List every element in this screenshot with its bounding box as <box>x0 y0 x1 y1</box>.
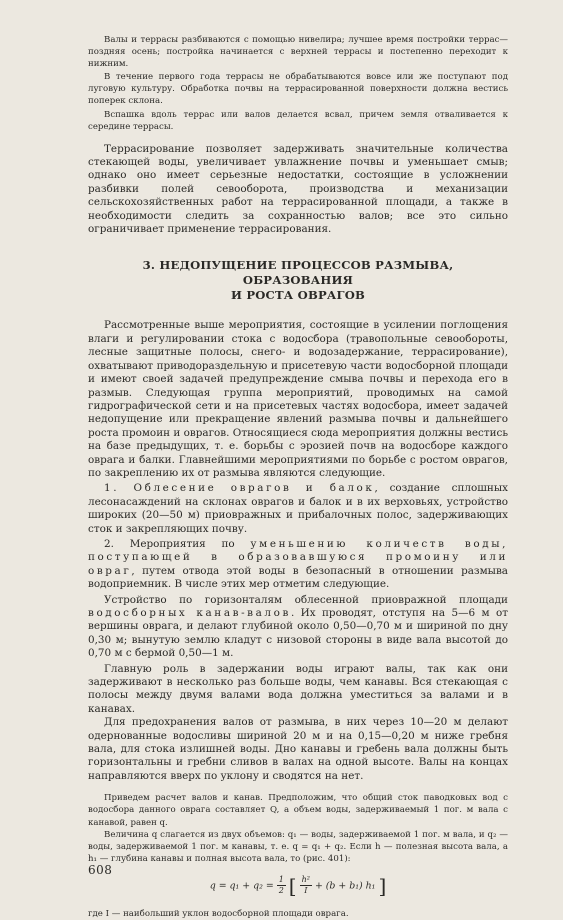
formula-tail: + (b + b₁) h₁ <box>314 880 376 891</box>
body-paragraph: Главную роль в задержании воды играют валы, так как они задерживают в несколько раз больше воды, чем канавы. Вся стекающая с полосы между двумя валами вода должна уместиться за валами и в канавах. <box>88 662 508 715</box>
fraction-denominator: 2 <box>278 886 284 895</box>
fraction <box>277 875 286 896</box>
body-paragraph: Террасирование позволяет задерживать значительные количества стекающей воды, увеличивает увлажнение почвы и уменьшает смыв; однако оно имеет серьезные недостатки, состоящие в усложнении разбивки полей севооборота, производства и механизации сельскохозяйственных работ на террасированной площади, а также в необходимости следить за сохранностью валов; все это сильно ограничивает применение террасирования. <box>88 142 508 236</box>
section-heading-line: И РОСТА ОВРАГОВ <box>230 288 366 303</box>
section-heading <box>88 258 508 303</box>
note-paragraph: где I — наибольший уклон водосборной площади оврага. <box>88 908 349 919</box>
note-paragraph: Величина q слагается из двух объемов: q₁ — воды, задерживаемой 1 пог. м вала, и q₂ — воды, задерживаемой 1 пог. м канавы, т. е. q = q₁ + q₂. Если h — полезная высота вала, а h₁ — глубина канавы и полная высота вала, то (рис. 401): <box>88 829 508 865</box>
spaced-term: уменьшению количеств воды, поступающей в образовавшуюся промоину или овраг <box>88 537 508 577</box>
paragraph-text: . Их проводят, отступя на 5—6 м от вершины оврага, и делают глубиной около 0,50—0,70 м и шириной по дну 0,30 м; вынутую землю кладут с низовой стороны в виде вала высотой до 0,70 м с бермой 0,50—1 м. <box>88 607 508 660</box>
list-item-text: , создание сплошных лесонасаждений на склонах оврагов и балок и в их верховьях, устройство широких (20—50 м) приовражных и прибалочных полос, задерживающих сток и закрепляющих почву. <box>88 482 508 535</box>
body-paragraph: Рассмотренные выше мероприятия, состоящие в усилении поглощения влаги и регулировании стока с водосбора (травопольные севообороты, лесные защитные полосы, снего- и водозадержание, террасирование), охватывают приводораздельную и присетевую части водосборной площади и имеют своей задачей предупреждение смыва почвы и перехода его в размыв. Следующая группа мероприятий, проводимых на самой гидрографической сети и на присетевых частях водосбора, имеет задачей недопущение или прекращение явлений размыва почвы и дальнейшего роста промоин и оврагов. Относящиеся сюда мероприятия должны вестись на базе предыдущих, т. е. борьбы с эрозией почв на водосборе каждого оврага и балки. Главнейшими мероприятиями по борьбе с ростом оврагов, по закреплению их от размыва являются следующие. <box>88 319 508 479</box>
bracket-open: [ <box>288 873 297 898</box>
fraction-denominator: I <box>304 886 308 895</box>
body-paragraph: Для предохранения валов от размыва, в них через 10—20 м делают одернованные водосливы шириной 20 м и на 0,15—0,20 м ниже гребня вала, для стока излишней воды. Дно канавы и гребень вала должны быть горизонтальны и гребни сливов в валах на одной высоте. Валы на концах направляются вверх по уклону и сводятся на нет. <box>88 716 508 782</box>
body-paragraph <box>88 594 508 661</box>
spaced-term: 1. Облесение оврагов и балок <box>104 482 375 495</box>
paragraph-text: Устройство по горизонталям облесенной приовражной площади <box>104 593 508 606</box>
formula-lhs: q = q₁ + q₂ = <box>209 880 274 891</box>
note-paragraph: Вспашка вдоль террас или валов делается всвал, причем земля отваливается к середине террасы. <box>88 110 508 133</box>
bracket-close: ] <box>378 873 387 898</box>
fraction <box>300 875 312 896</box>
fraction-numerator: 1 <box>278 875 284 884</box>
formula <box>88 874 508 902</box>
note-paragraph: В течение первого года террасы не обрабатываются вовсе или же поступают под луговую культуру. Обработка почвы на террасированной поверхности должна вестись поперек склона. <box>88 71 508 107</box>
list-item <box>88 538 508 592</box>
list-item <box>88 482 508 536</box>
page-text <box>88 34 508 920</box>
note-paragraph: Валы и террасы разбиваются с помощью нивелира; лучшее время постройки террас—поздняя осень; постройка начинается с верхней террасы и постепенно переходит к нижним. <box>88 35 508 70</box>
fraction-numerator: h² <box>301 875 310 884</box>
list-item-text: , путем отвода этой воды в безопасный в отношении размыва водоприемник. В числе этих мер отметим следующие. <box>88 564 508 591</box>
page-number: 608 <box>88 863 113 877</box>
note-paragraph: Приведем расчет валов и канав. Предположим, что общий сток паводковых вод с водосбора данного оврага составляет Q, а объем воды, задерживаемый 1 пог. м вала с канавой, равен q. <box>88 793 508 828</box>
spaced-term: водосборных канав-валов <box>88 607 291 619</box>
list-item-text: 2. Мероприятия по <box>104 537 235 550</box>
section-heading-line: 3. НЕДОПУЩЕНИЕ ПРОЦЕССОВ РАЗМЫВА, ОБРАЗОВАНИЯ <box>142 258 454 288</box>
